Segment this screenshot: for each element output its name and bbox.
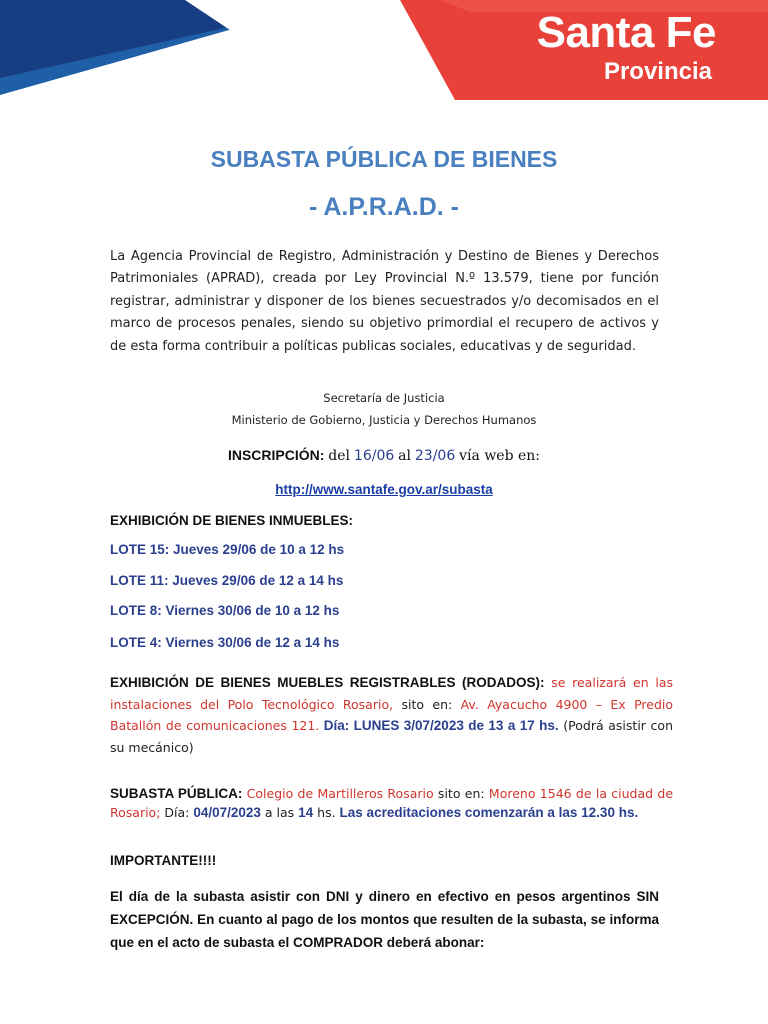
rodados-note: (Podrá asistir con su mecánico) (110, 718, 673, 755)
document-subtitle: - A.P.R.A.D. - (308, 193, 459, 221)
rodados-date: Día: LUNES 3/07/2023 de 13 a 17 hs. (319, 718, 559, 733)
importante-heading: IMPORTANTE!!!! (110, 853, 217, 868)
rodados-location: se realizará en las instalaciones del Polo Tecnológico Rosario, (110, 675, 674, 712)
subasta-label: SUBASTA PÚBLICA: (110, 786, 243, 801)
subasta-link[interactable]: http://www.santafe.gov.ar/subasta (275, 482, 493, 497)
rodados-paragraph (110, 672, 673, 758)
inscripcion-label: INSCRIPCIÓN: (227, 447, 325, 463)
inscripcion-del: del (328, 448, 351, 464)
rodados-sito: sito en: (393, 696, 461, 712)
inscripcion-to-date: 23/06 (414, 448, 456, 464)
lote-item: LOTE 4: Viernes 30/06 de 12 a 14 hs (110, 635, 340, 650)
final-paragraph: El día de la subasta asistir con DNI y dinero en efectivo en pesos argentinos SIN EXCEPCIÓN. En cuanto al pago de los montos que resulten de la subasta, se informa que en el acto de subasta el COMPRADOR deberá abonar: (110, 889, 659, 950)
subasta-paragraph (110, 785, 673, 822)
subasta-place: Colegio de Martilleros Rosario (242, 786, 434, 801)
subasta-sito: sito en: (433, 786, 489, 801)
subasta-hour: 14 (298, 804, 314, 820)
intro-paragraph: La Agencia Provincial de Registro, Administración y Destino de Bienes y Derechos Patrimoniales (APRAD), creada por Ley Provincial N.º 13.579, tiene por función registrar, administrar y disponer de los bienes secuestrados y/o decomisados en el marco de procesos penales, siendo su objetivo primordial el recupero de activos y de esta forma contribuir a políticas publicas sociales, educativas y de seguridad. (110, 249, 659, 354)
lote-item: LOTE 11: Jueves 29/06 de 12 a 14 hs (110, 573, 344, 588)
subasta-acreditaciones: Las acreditaciones comenzarán a las 12.30 hs. (339, 804, 639, 820)
subasta-a-las: a las (260, 804, 299, 820)
subasta-address: Moreno 1546 de la ciudad de Rosario; (110, 786, 674, 820)
subasta-hs: hs. (313, 804, 340, 820)
subasta-date: 04/07/2023 (193, 804, 261, 820)
secretaria-label: Secretaría de Justicia (323, 391, 445, 405)
document-title: SUBASTA PÚBLICA DE BIENES (210, 146, 558, 172)
inscripcion-via: vía web en: (459, 448, 541, 464)
lote-item: LOTE 15: Jueves 29/06 de 10 a 12 hs (110, 542, 345, 557)
logo-santa-fe: Santa Fe (536, 8, 716, 57)
exhibicion-inmuebles-heading: EXHIBICIÓN DE BIENES INMUEBLES: (110, 513, 354, 528)
inscripcion-line (0, 447, 768, 464)
rodados-address: Av. Ayacucho 4900 – Ex Predio Batallón de comunicaciones 121. (110, 696, 674, 733)
subasta-dia: Día: (160, 804, 194, 820)
logo-provincia: Provincia (603, 58, 712, 85)
ministerio-label: Ministerio de Gobierno, Justicia y Derechos Humanos (231, 413, 537, 427)
inscripcion-al: al (398, 448, 411, 464)
rodados-label: EXHIBICIÓN DE BIENES MUEBLES REGISTRABLES (RODADOS): (110, 675, 545, 690)
inscripcion-from-date: 16/06 (353, 448, 395, 464)
lote-item: LOTE 8: Viernes 30/06 de 10 a 12 hs (110, 603, 340, 618)
